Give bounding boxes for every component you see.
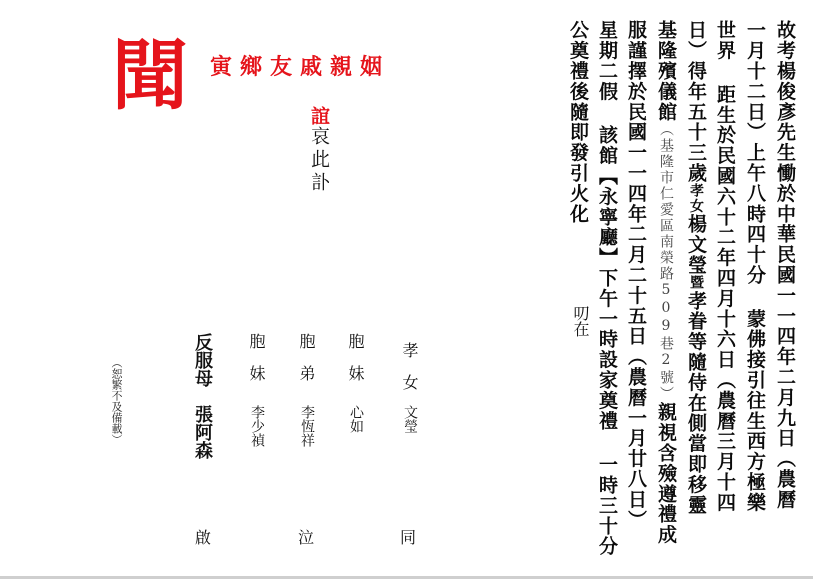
mourner-name: 心如	[348, 405, 364, 433]
obituary-column-2: 一月十二日）上午八時四十分 蒙佛接引往生西方極樂	[744, 20, 766, 513]
obituary-column-5	[656, 20, 675, 545]
obituary-column-8: 公奠禮後隨即發引火化	[567, 20, 589, 224]
mourner-name: 李少禎	[249, 405, 265, 447]
col5-part-a: 基隆殯儀館	[655, 20, 677, 122]
obituary-column-3: 世界 距生於民國六十二年四月十六日（農曆三月十四	[714, 20, 736, 513]
mourner-role: 反服母	[192, 333, 213, 387]
col4-part-b: 孝女	[688, 183, 704, 215]
obituary-column-4	[686, 20, 705, 515]
hear-character: 聞	[112, 31, 188, 120]
omission-note: （恕繁不及備載）	[110, 357, 123, 445]
closing-phrase: 叨在	[571, 305, 590, 337]
col4-part-c: 楊文瑩	[685, 214, 707, 276]
signoff-tong: 同	[400, 528, 417, 547]
mourner-role: 胞 妹	[346, 333, 365, 381]
signoff-qi-weep: 泣	[298, 528, 315, 547]
mourner-name: 張阿森	[192, 405, 213, 459]
mourner-role: 胞 妹	[247, 333, 266, 381]
notification-line-1: 誼	[308, 106, 330, 125]
col4-part-d: 暨	[688, 275, 704, 291]
col4-part-a: 日）得年五十三歲	[685, 20, 707, 184]
mourner-role: 胞 弟	[297, 333, 316, 381]
col4-part-e: 孝眷等隨侍在側當即移靈	[685, 290, 707, 516]
mourner-role: 孝 女	[400, 342, 419, 390]
obituary-column-7: 星期二假 該館【永寧廳】下午一時設家奠禮 一時三十分	[596, 20, 618, 557]
salutation: 寅鄉友戚親姻	[210, 54, 391, 80]
funeral-home-address: （基隆市仁愛區南榮路509巷2號）	[658, 122, 674, 402]
obituary-column-1: 故考楊俊彥先生慟於中華民國一一四年二月九日（農曆	[774, 20, 796, 510]
mourner-name: 李恆祥	[299, 405, 315, 447]
obituary-column-6: 服謹擇於民國一一四年二月二十五日（農曆一月廿八日）	[625, 20, 647, 530]
mourner-name: 文瑩	[402, 405, 418, 433]
col5-part-c: 親視含殮遵禮成	[655, 402, 677, 545]
notification-line-2: 哀此訃	[308, 126, 330, 195]
signoff-qi: 啟	[195, 528, 212, 547]
